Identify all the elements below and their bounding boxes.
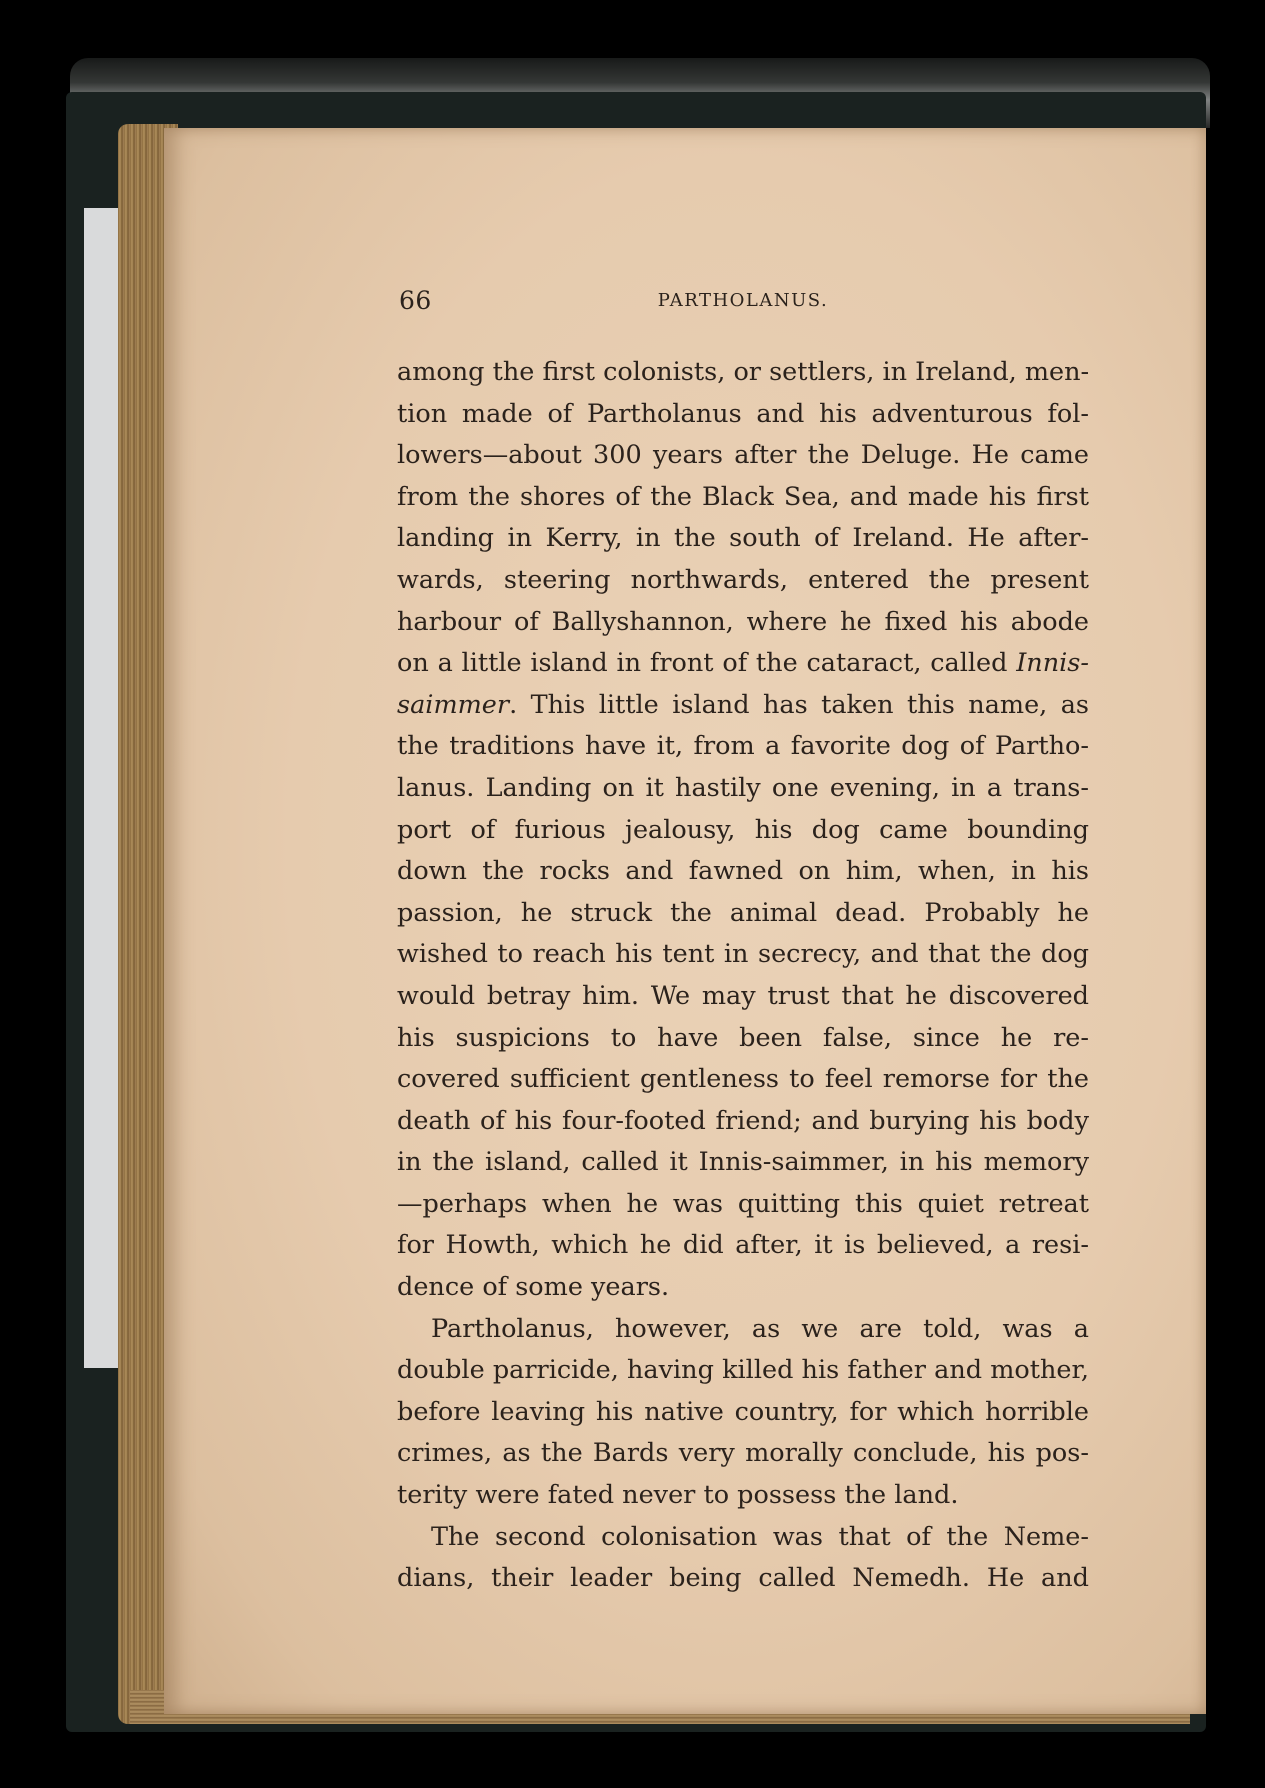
page-content xyxy=(397,286,1089,1600)
line-text: —perhaps when he was quitting this quiet retreat xyxy=(397,1188,1089,1219)
text-line xyxy=(397,394,1089,436)
body-text xyxy=(397,352,1089,1600)
line-text: the traditions have it, from a favorite dog of Partho- xyxy=(397,731,1089,762)
line-text: Partholanus, however, as we are told, was a xyxy=(431,1313,1089,1344)
text-line xyxy=(397,934,1089,976)
line-text: from the shores of the Black Sea, and made his first xyxy=(397,481,1089,512)
text-line xyxy=(397,1517,1089,1559)
line-text: lowers—about 300 years after the Deluge. He came xyxy=(397,440,1089,471)
line-text: on a little island in front of the cataract, called xyxy=(397,648,1017,679)
text-line xyxy=(397,1558,1089,1600)
text-line xyxy=(397,352,1089,394)
line-text: harbour of Ballyshannon, where he fixed his abode xyxy=(397,606,1089,637)
italic-text: Innis- xyxy=(1016,648,1089,679)
italic-text: saimmer xyxy=(397,689,510,720)
text-line xyxy=(397,976,1089,1018)
text-line xyxy=(397,435,1089,477)
line-text: his suspicions to have been false, since he re- xyxy=(397,1022,1089,1053)
line-text: wished to reach his tent in secrecy, and that the dog xyxy=(397,939,1089,970)
book-page xyxy=(164,128,1206,1714)
line-text: lanus. Landing on it hastily one evening, in a trans- xyxy=(397,772,1089,803)
text-line xyxy=(397,1184,1089,1226)
line-text: . This little island has taken this name, as xyxy=(509,689,1089,720)
line-text: crimes, as the Bards very morally conclude, his pos- xyxy=(397,1438,1089,1469)
text-line xyxy=(397,851,1089,893)
line-text: before leaving his native country, for which horrible xyxy=(397,1396,1089,1427)
line-text: for Howth, which he did after, it is believed, a resi- xyxy=(397,1230,1089,1261)
text-line xyxy=(397,477,1089,519)
text-line xyxy=(397,1059,1089,1101)
line-text: landing in Kerry, in the south of Ireland. He after- xyxy=(397,523,1089,554)
text-line xyxy=(397,1392,1089,1434)
text-line xyxy=(397,1142,1089,1184)
page-number: 66 xyxy=(399,286,432,315)
line-text: would betray him. We may trust that he discovered xyxy=(397,980,1089,1011)
text-line xyxy=(397,1267,1089,1309)
text-line xyxy=(397,1350,1089,1392)
text-line xyxy=(397,685,1089,727)
text-line xyxy=(397,1475,1089,1517)
text-line xyxy=(397,1309,1089,1351)
line-text: wards, steering northwards, entered the present xyxy=(397,564,1089,595)
text-line xyxy=(397,518,1089,560)
line-text: tion made of Partholanus and his adventurous fol- xyxy=(397,398,1089,429)
line-text: passion, he struck the animal dead. Probably he xyxy=(397,897,1089,928)
line-text: among the first colonists, or settlers, in Ireland, men- xyxy=(397,357,1090,387)
running-head xyxy=(397,286,1089,330)
text-line xyxy=(397,893,1089,935)
text-line xyxy=(397,810,1089,852)
line-text: The second colonisation was that of the Neme- xyxy=(431,1521,1089,1552)
text-line xyxy=(397,1101,1089,1143)
line-text: double parricide, having killed his father and mother, xyxy=(397,1355,1089,1386)
line-text: dence of some years. xyxy=(397,1272,670,1303)
line-text: dians, their leader being called Nemedh. He and xyxy=(397,1563,1089,1594)
text-line xyxy=(397,643,1089,685)
page-heading: PARTHOLANUS. xyxy=(657,290,829,311)
text-line xyxy=(397,1225,1089,1267)
line-text: covered sufficient gentleness to feel remorse for the xyxy=(397,1064,1089,1095)
text-line xyxy=(397,768,1089,810)
line-text: port of furious jealousy, his dog came bounding xyxy=(397,814,1089,845)
line-text: down the rocks and fawned on him, when, in his xyxy=(397,856,1089,887)
text-line xyxy=(397,560,1089,602)
text-line xyxy=(397,1018,1089,1060)
line-text: in the island, called it Innis-saimmer, in his memory xyxy=(397,1147,1089,1178)
text-line xyxy=(397,726,1089,768)
text-line xyxy=(397,1433,1089,1475)
line-text: death of his four-footed friend; and burying his body xyxy=(397,1105,1089,1136)
line-text: terity were fated never to possess the land. xyxy=(397,1480,959,1511)
text-line xyxy=(397,602,1089,644)
